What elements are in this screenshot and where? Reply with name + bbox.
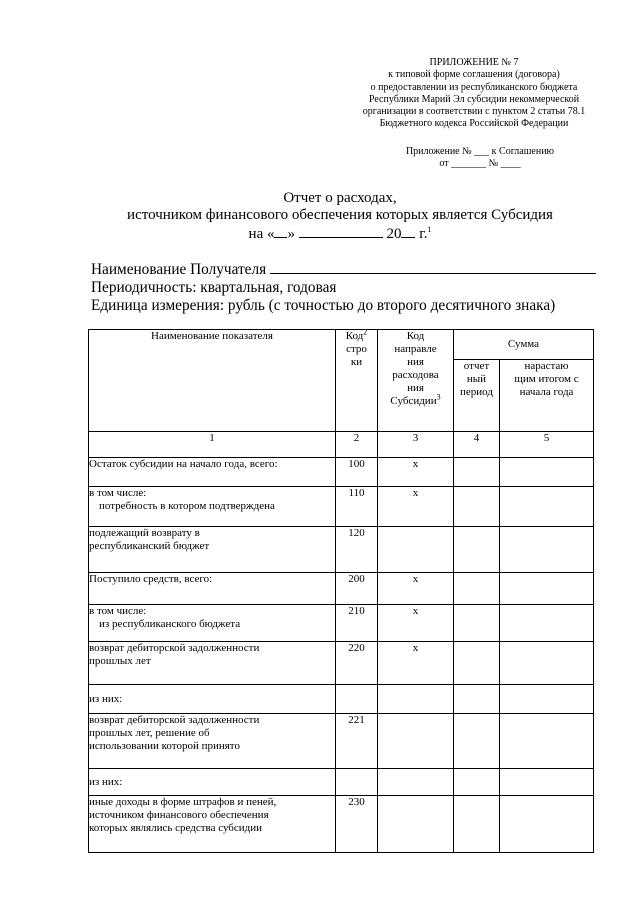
row-label [89, 458, 336, 487]
reporting-value-cell [454, 796, 500, 853]
row-direction: x [378, 487, 454, 527]
row-label-line: в том числе: [89, 487, 147, 499]
column-number: 1 [89, 432, 336, 458]
row-direction [378, 685, 454, 714]
row-code: 120 [336, 527, 378, 573]
day-blank [274, 224, 287, 238]
row-code: 110 [336, 487, 378, 527]
report-title [60, 190, 620, 243]
row-label-line: в том числе: [89, 605, 147, 617]
year-prefix: 20 [386, 226, 402, 242]
header-text: ния [407, 382, 424, 394]
cumulative-value-cell [500, 487, 594, 527]
row-code: 221 [336, 714, 378, 769]
table-row [89, 796, 594, 853]
table-row [89, 769, 594, 796]
row-label [89, 487, 336, 527]
reporting-value-cell [454, 642, 500, 685]
footnote-marker: 2 [363, 327, 368, 337]
column-number: 3 [378, 432, 454, 458]
agreement-from-label: от [439, 158, 449, 169]
row-code: 210 [336, 605, 378, 642]
cumulative-value-cell [500, 573, 594, 605]
agreement-reference [380, 146, 580, 170]
header-row-code [336, 327, 378, 432]
row-label [89, 573, 336, 605]
cumulative-value-cell [500, 605, 594, 642]
expense-report-table [88, 329, 594, 853]
cumulative-value-cell [500, 458, 594, 487]
reporting-value-cell [454, 769, 500, 796]
reporting-value-cell [454, 527, 500, 573]
header-text: стро [346, 343, 367, 355]
row-label-line: подлежащий возврату в [89, 527, 200, 539]
unit-field: Единица измерения: рубль (с точностью до второго десятичного знака) [91, 297, 556, 314]
table-row [89, 642, 594, 685]
row-code: 100 [336, 458, 378, 487]
row-label-line: использовании которой принято [89, 740, 240, 752]
row-label-line: иные доходы в форме штрафов и пеней, [89, 796, 277, 808]
date-quote-close: » [287, 226, 295, 242]
column-number: 2 [336, 432, 378, 458]
cumulative-value-cell [500, 796, 594, 853]
row-label-line: из республиканского бюджета [99, 618, 241, 630]
reporting-value-cell [454, 605, 500, 642]
row-label-line: прошлых лет [89, 655, 151, 667]
row-code: 230 [336, 796, 378, 853]
appendix-title: ПРИЛОЖЕНИЕ № 7 [429, 57, 519, 68]
row-label [89, 769, 336, 796]
reporting-value-cell [454, 573, 500, 605]
recipient-blank [270, 259, 596, 274]
row-direction: x [378, 605, 454, 642]
header-text: отчет [463, 360, 490, 372]
header-text: ки [350, 356, 363, 368]
table-row [89, 458, 594, 487]
row-direction [378, 769, 454, 796]
year-suffix: г. [415, 226, 428, 242]
column-number-row [89, 432, 594, 458]
row-label [89, 605, 336, 642]
header-text: период [460, 386, 493, 398]
row-label [89, 527, 336, 573]
recipient-field [91, 259, 596, 279]
recipient-label: Наименование Получателя [91, 261, 267, 278]
appendix-line: к типовой форме соглашения (договора) [388, 69, 560, 81]
row-label [89, 685, 336, 714]
report-title-line: Отчет о расходах, [283, 190, 397, 206]
column-number: 4 [454, 432, 500, 458]
row-label-line: из них: [89, 692, 123, 705]
header-text: начала года [519, 386, 574, 398]
table-row [89, 573, 594, 605]
appendix-header [340, 57, 608, 131]
reporting-value-cell [454, 685, 500, 714]
row-direction [378, 796, 454, 853]
cumulative-value-cell [500, 642, 594, 685]
header-text: нарастаю [524, 360, 569, 372]
date-on-label: на « [248, 226, 275, 242]
row-label [89, 642, 336, 685]
table-row [89, 527, 594, 573]
row-label-line: потребность в котором подтверждена [99, 500, 275, 512]
agreement-date-line: от _______ № ____ [439, 158, 521, 169]
row-label-line: источником финансового обеспечения [89, 809, 269, 821]
table-row [89, 605, 594, 642]
cumulative-value-cell [500, 769, 594, 796]
row-code: 220 [336, 642, 378, 685]
row-label-line: из них: [89, 775, 123, 788]
appendix-line: организации в соответствии с пунктом 2 статьи 78.1 [362, 106, 586, 118]
table-row [89, 685, 594, 714]
header-text: Субсидии [390, 395, 437, 407]
row-label-line: Остаток субсидии на начало года, всего: [89, 458, 278, 470]
agreement-appendix-line: Приложение № ___ к Соглашению [405, 146, 555, 157]
table-row [89, 714, 594, 769]
row-label-line: прошлых лет, решение об [89, 727, 210, 739]
report-date-line [60, 224, 620, 243]
row-label [89, 796, 336, 853]
footnote-marker: 3 [436, 392, 441, 402]
header-cumulative [500, 360, 594, 432]
row-label-line: возврат дебиторской задолженности [89, 642, 260, 654]
header-text: направле [394, 343, 437, 355]
header-text: ния [407, 356, 424, 368]
row-label [89, 714, 336, 769]
appendix-line: о предоставлении из республиканского бюджета [370, 81, 578, 93]
header-text: Код [406, 330, 425, 342]
row-direction: x [378, 458, 454, 487]
report-title-line: источником финансового обеспечения которых является Субсидия [127, 207, 553, 223]
header-text: ный [466, 373, 487, 385]
cumulative-value-cell [500, 685, 594, 714]
row-label-line: возврат дебиторской задолженности [89, 714, 260, 726]
appendix-line: Бюджетного кодекса Российской Федерации [379, 118, 569, 130]
row-label-line: которых являлись средства субсидии [89, 822, 263, 834]
row-direction: x [378, 642, 454, 685]
column-number: 5 [500, 432, 594, 458]
header-text: щим итогом с [514, 373, 579, 385]
row-code [336, 685, 378, 714]
header-sum [454, 330, 594, 360]
month-blank [299, 224, 383, 238]
reporting-value-cell [454, 487, 500, 527]
header-reporting-period [454, 360, 500, 432]
row-code: 200 [336, 573, 378, 605]
year-blank [401, 224, 415, 238]
header-indicator-label: Наименование показателя [151, 330, 273, 342]
footnote-marker: 1 [427, 225, 432, 234]
appendix-line: Республики Марий Эл субсидии некоммерческой [368, 93, 580, 105]
header-text: расходова [392, 369, 439, 381]
header-direction-code [378, 330, 454, 432]
row-label-line: республиканский бюджет [89, 540, 210, 552]
header-indicator [89, 330, 336, 432]
header-text: Код [345, 330, 364, 342]
cumulative-value-cell [500, 714, 594, 769]
table-row [89, 487, 594, 527]
periodicity-field: Периодичность: квартальная, годовая [91, 279, 337, 296]
row-direction: x [378, 573, 454, 605]
reporting-value-cell [454, 714, 500, 769]
row-direction [378, 714, 454, 769]
agreement-number-label: № [488, 158, 499, 169]
reporting-value-cell [454, 458, 500, 487]
report-fields [91, 259, 596, 315]
cumulative-value-cell [500, 527, 594, 573]
row-code [336, 769, 378, 796]
header-sum-label: Сумма [507, 338, 540, 350]
row-direction [378, 527, 454, 573]
row-label-line: Поступило средств, всего: [89, 573, 213, 585]
